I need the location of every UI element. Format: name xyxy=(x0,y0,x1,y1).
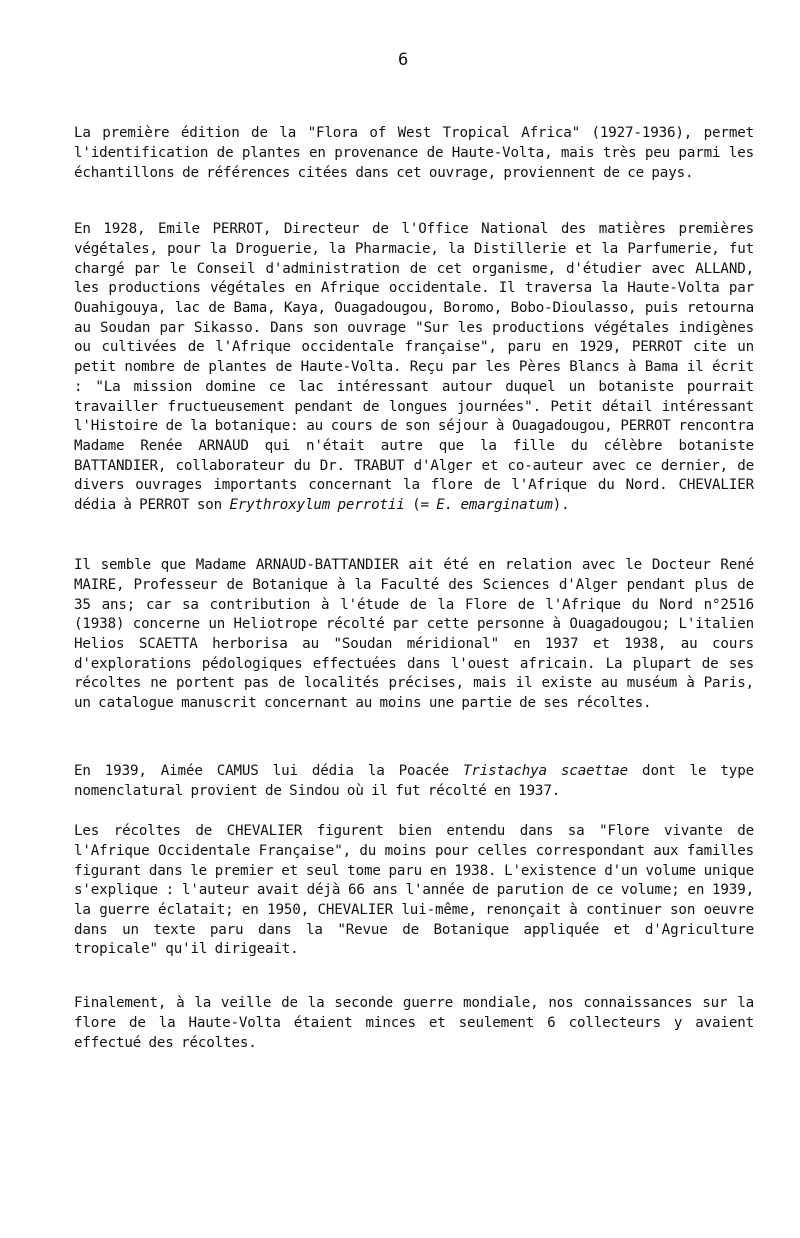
species-synonym: E. emarginatum xyxy=(436,497,553,514)
paragraph-text: ). xyxy=(552,497,570,514)
paragraph-text: (= xyxy=(404,497,437,514)
paragraph-arnaud-battandier: Il semble que Madame ARNAUD-BATTANDIER ait été en relation avec le Docteur René MAIRE, Professeur de Botanique à la Faculté des Sciences d'Alger pendant plus de 35 ans; car sa contribution à l'étude de la Flore de l'Afrique du Nord n°2516 (1938) concerne un Heliotrope récolté par cette personne à Ouagadougou; L'italien Helios SCAETTA herborisa au "Soudan méridional" en 1937 et 1938, au cours d'explorations pédologiques effectuées dans l'ouest africain. La plupart de ses récoltes ne portent pas de localités précises, mais il existe au muséum à Paris, un catalogue manuscrit concernant au moins une partie de ses récoltes. xyxy=(74,557,754,712)
paragraph-chevalier-flore: Les récoltes de CHEVALIER figurent bien entendu dans sa "Flore vivante de l'Afrique Occidentale Française", du moins pour celles correspondant aux familles figurant dans le premier et seul tome paru en 1938. L'existence d'un volume unique s'explique : l'auteur avait déjà 66 ans l'année de parution de ce volume; en 1939, la guerre éclatait; en 1950, CHEVALIER lui-même, renonçait à continuer son oeuvre dans un texte paru dans la "Revue de Botanique appliquée et d'Agriculture tropicale" qu'il dirigeait. xyxy=(74,823,754,958)
species-name: Erythroxylum perrotii xyxy=(229,497,405,514)
paragraph-flora-west-tropical-africa: La première édition de la "Flora of West Tropical Africa" (1927-1936), permet l'identification de plantes en provenance de Haute-Volta, mais très peu parmi les échantillons de références citées dans cet ouvrage, proviennent de ce pays. xyxy=(74,125,754,181)
paragraph-camus-1939 xyxy=(74,762,754,801)
species-name: Tristachya scaettae xyxy=(462,763,629,780)
paragraph-text: En 1928, Emile PERROT, Directeur de l'Office National des matières premières végétales, pour la Droguerie, la Pharmacie, la Distillerie et la Parfumerie, fut chargé par le Conseil d'administration de cet organisme, d'étudier avec ALLAND, les productions végétales en Afrique occidentale. Il traversa la Haute-Volta par Ouahigouya, lac de Bama, Kaya, Ouagadougou, Boromo, Bobo-Dioulasso, puis retourna au Soudan par Sikasso. Dans son ouvrage "Sur les productions végétales indigènes ou cultivées de l'Afrique occidentale française", paru en 1929, PERROT cite un petit nombre de plantes de Haute-Volta. Reçu par les Pères Blancs à Bama il écrit : "La mission domine ce lac intéressant autour duquel un botaniste pourrait travailler fructueusement pendant de longues journées". Petit détail intéressant l'Histoire de la botanique: au cours de son séjour à Ouagadougou, PERROT rencontra Madame Renée ARNAUD qui n'était autre que la fille du célèbre botaniste BATTANDIER, collaborateur du Dr. TRABUT d'Alger et co-auteur avec ce dernier, de divers ouvrages importants concernant la flore de l'Afrique du Nord. CHEVALIER dédia à PERROT son xyxy=(74,221,754,514)
paragraph-perrot-1928 xyxy=(74,220,754,516)
paragraph-text: dont le type nomenclatural provient de Sindou où il fut récolté en 1937. xyxy=(74,763,754,799)
page-number: 6 xyxy=(398,50,409,70)
paragraph-text: En 1939, Aimée CAMUS lui dédia la Poacée xyxy=(74,763,463,780)
paragraph-conclusion: Finalement, à la veille de la seconde guerre mondiale, nos connaissances sur la flore de la Haute-Volta étaient minces et seulement 6 collecteurs y avaient effectué des récoltes. xyxy=(74,995,754,1051)
